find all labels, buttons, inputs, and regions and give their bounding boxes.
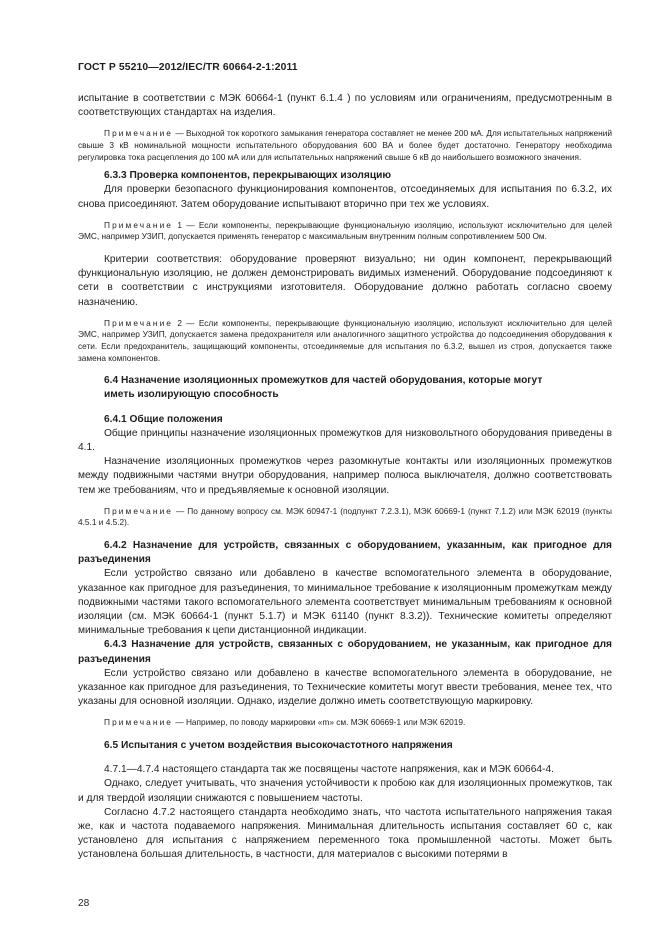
paragraph: Общие принципы назначение изоляционных промежутков для низковольтного оборудования приведены в 4.1. xyxy=(78,427,612,453)
section-heading-6-4-3: 6.4.3 Назначение для устройств, связанных с оборудованием, не указанным, как пригодное для разъединения xyxy=(78,639,612,665)
note-label: Примечание xyxy=(104,505,174,516)
note-text: 1 — Если компоненты, перекрывающие функциональную изоляцию, используют исключительно для целей ЭМС, например УЗИП, допускается применять генератор с максимальным внутренним полным сопротивлением 500 Ом. xyxy=(78,219,612,242)
note xyxy=(78,318,612,364)
paragraph: 4.7.1—4.7.4 настоящего стандарта так же посвящены частоте напряжения, как и МЭК 60664-4. xyxy=(104,764,554,776)
section-heading-6-5: 6.5 Испытания с учетом воздействия высокочастотного напряжения xyxy=(104,740,453,752)
note-text: — Например, по поводу маркировки «m» см. МЭК 60669-1 или МЭК 62019. xyxy=(173,717,466,728)
section-heading-6-4-2: 6.4.2 Назначение для устройств, связанных с оборудованием, указанным, как пригодное для разъединения xyxy=(78,539,612,566)
note xyxy=(78,128,612,163)
paragraph: Согласно 4.7.2 настоящего стандарта необходимо знать, что частота испытательного напряжения такая же, как и частота подаваемого напряжения. Минимальная длительность испытания составляет 60 с, как установлено для испытания с напряжением переменного тока промышленной частоты. Может быть установлена большая длительность, в частности, для материалов с высокими потерями в xyxy=(78,806,612,861)
paragraph: Если устройство связано или добавлено в качестве вспомогательного элемента в оборудование, указанное как пригодное для разъединения, то минимальное требование к изоляционным промежуткам между подвижными частями такого вспомогательного элемента соответствует минимальным требованиям к основной изоляции (см. МЭК 60664-1 (пункт 5.1.7) и МЭК 61140 (пункт 8.3.2)). Технические комитеты определяют минимальные требования к цепи дистанционной индикации. xyxy=(78,568,612,637)
paragraph: Однако, следует учитывать, что значения устойчивости к пробою как для изоляционных промежутков, так и для твердой изоляции снижаются с повышением частоты. xyxy=(78,778,612,804)
paragraph: Если устройство связано или добавлено в качестве вспомогательного элемента в оборудование, не указанное как пригодное для разъединения, то Технические комитеты могут ввести требования, менее тех, что указаны для основной изоляции. Однако, изделие должно иметь соответствующую маркировку. xyxy=(78,667,612,708)
section-heading-6-4-1: 6.4.1 Общие положения xyxy=(104,413,223,425)
note xyxy=(78,717,612,729)
note-text: 2 — Если компоненты, перекрывающие функциональную изоляцию, используют исключительно для целей ЭМС, например УЗИП, допускается замена предохранителя или аналогичного защитного устройства до подсоединения оборудования к сети. Если предохранитель, защищающий компоненты, отсоединяемые для испытания по 6.3.2, вышел из строя, допускается также замена компонентов. xyxy=(78,317,612,363)
note-text: — Выходной ток короткого замыкания генератора составляет не менее 200 мА. Для испытательных напряжений свыше 3 кВ номинальной мощности испытательного оборудования 600 ВА и более будет достаточно. Генератору необходима регулировка тока расцепления до 100 мА или для испытательных напряжений свыше 6 кВ до наибольшего возможного значения. xyxy=(78,128,612,162)
note-label: Примечание xyxy=(104,317,174,328)
note-label: Примечание xyxy=(104,717,174,728)
paragraph: Критерии соответствия: оборудование проверяют визуально; ни один компонент, перекрывающий функциональную изоляцию, не должен демонстрировать видимых изменений. Оборудование подсоединяют к сети в соответствии с инструкциями изготовителя. Оборудование должно работать согласно своему назначению. xyxy=(78,253,612,308)
paragraph: Для проверки безопасного функционирования компонентов, отсоединяемых для испытания по 6.3.2, их снова присоединяют. Затем оборудование испытывают вторично при тех же условиях. xyxy=(78,184,612,210)
section-heading-6-4 xyxy=(78,374,612,402)
page-number: 28 xyxy=(78,898,90,909)
heading-line: 6.4 Назначение изоляционных промежутков для частей оборудования, которые могут xyxy=(104,375,543,387)
note-label: Примечание xyxy=(104,219,174,230)
paragraph: испытание в соответствии с МЭК 60664-1 (пункт 6.1.4 ) по условиям или ограничениям, предусмотренным в соответствующих стандартах на изделия. xyxy=(78,93,612,119)
paragraph: Назначение изоляционных промежутков через разомкнутые контакты или изоляционных промежутков между подвижными частями внутри оборудования, например полюса выключателя, должно соответствовать тем же требованиям, что и предъявляемые к основной изоляции. xyxy=(78,456,612,496)
note xyxy=(78,220,612,243)
note-label: Примечание xyxy=(104,128,174,139)
heading-line: иметь изолирующую способность xyxy=(104,389,279,401)
document-header: ГОСТ Р 55210—2012/IEC/TR 60664-2-1:2011 xyxy=(78,62,298,73)
note-text: — По данному вопросу см. МЭК 60947-1 (подпункт 7.2.3.1), МЭК 60669-1 (пункт 7.1.2) или МЭК 62019 (пункты 4.5.1 и 4.5.2). xyxy=(78,505,612,528)
section-heading-6-3-3: 6.3.3 Проверка компонентов, перекрывающих изоляцию xyxy=(104,170,392,182)
note xyxy=(78,506,612,529)
document-body xyxy=(78,92,612,863)
